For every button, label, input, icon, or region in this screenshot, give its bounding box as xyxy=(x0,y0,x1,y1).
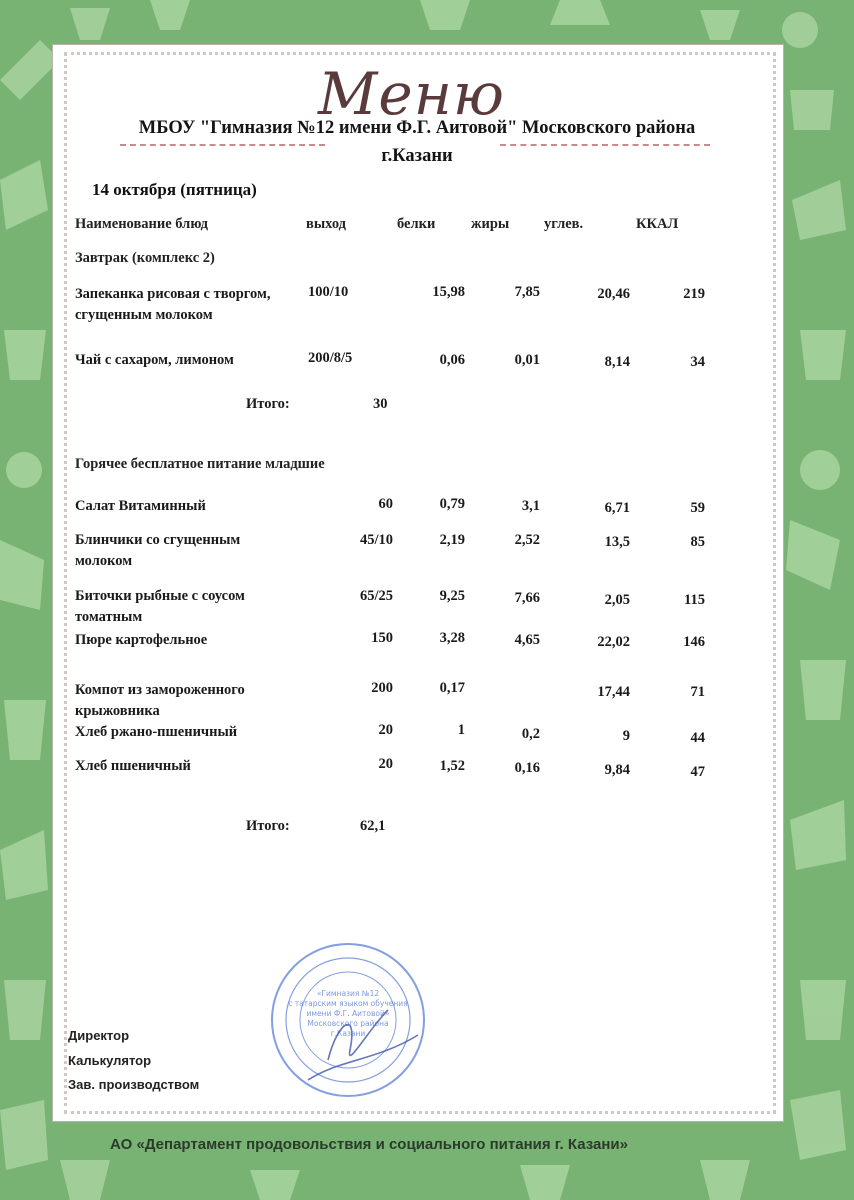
dish-fat: 3,1 xyxy=(521,498,540,514)
stamp-line1: «Гимназия №12 xyxy=(316,989,380,998)
dish-protein: 9,25 xyxy=(439,588,465,604)
dish-name: Хлеб пшеничный xyxy=(75,758,191,774)
dish-protein: 3,28 xyxy=(439,630,465,646)
dish-output: 150 xyxy=(371,630,393,646)
dish-name: Запеканка рисовая с творгом, сгущенным молоком xyxy=(75,286,271,323)
dish-protein: 0,06 xyxy=(439,352,465,368)
dish-carbs: 17,44 xyxy=(597,684,630,700)
breakfast-total-value: 30 xyxy=(373,396,388,412)
dish-protein: 0,17 xyxy=(439,680,465,696)
official-stamp xyxy=(268,940,428,1100)
dish-name: Пюре картофельное xyxy=(75,632,208,648)
dish-output: 60 xyxy=(378,496,393,512)
col-header-carbs: углев. xyxy=(544,216,584,232)
lunch-total-label: Итого: xyxy=(246,818,290,834)
dish-kcal: 44 xyxy=(690,730,705,746)
dish-carbs: 6,71 xyxy=(604,500,630,516)
dish-protein: 1 xyxy=(457,722,465,738)
lunch-total-value: 62,1 xyxy=(360,818,386,834)
stamp-line5: г.Казани xyxy=(330,1029,366,1038)
dish-fat: 0,01 xyxy=(514,352,540,368)
school-title-line1: МБОУ "Гимназия №12 имени Ф.Г. Аитовой" Московского района xyxy=(138,118,696,138)
col-header-kcal: ККАЛ xyxy=(636,216,679,232)
signature-calculator-label: Калькулятор xyxy=(68,1053,152,1068)
col-header-output: выход xyxy=(306,216,347,232)
menu-logo: Меню xyxy=(318,60,505,128)
dish-kcal: 115 xyxy=(684,592,705,608)
dish-fat: 0,2 xyxy=(521,726,540,742)
col-header-name: Наименование блюд xyxy=(75,216,208,232)
dish-protein: 15,98 xyxy=(432,284,465,300)
section-title-breakfast: Завтрак (комплекс 2) xyxy=(75,250,215,266)
col-header-protein: белки xyxy=(397,216,436,232)
dish-fat: 2,52 xyxy=(514,532,540,548)
dish-fat: 4,65 xyxy=(514,632,540,648)
dish-output: 100/10 xyxy=(308,284,349,300)
dish-kcal: 85 xyxy=(690,534,705,550)
dish-fat: 7,66 xyxy=(514,590,540,606)
dish-carbs: 20,46 xyxy=(597,286,630,302)
dish-name: Блинчики со сгущенным молоком xyxy=(75,532,241,569)
breakfast-total-label: Итого: xyxy=(246,396,290,412)
dish-name: Салат Витаминный xyxy=(75,498,206,514)
dish-output: 200 xyxy=(371,680,393,696)
stamp-line4: Московского района xyxy=(307,1019,389,1028)
dish-output: 65/25 xyxy=(359,588,393,604)
dish-kcal: 34 xyxy=(690,354,705,370)
dish-name: Биточки рыбные с соусом томатным xyxy=(75,588,245,625)
dish-carbs: 2,05 xyxy=(604,592,630,608)
dish-kcal: 59 xyxy=(690,500,705,516)
dish-fat: 7,85 xyxy=(514,284,540,300)
dish-protein: 2,19 xyxy=(439,532,465,548)
signature-director-label: Директор xyxy=(68,1028,130,1043)
menu-date: 14 октября (пятница) xyxy=(92,180,257,199)
section-title-lunch: Горячее бесплатное питание младшие xyxy=(75,456,325,472)
dish-kcal: 47 xyxy=(690,764,705,780)
dish-kcal: 71 xyxy=(690,684,705,700)
signature-production-label: Зав. производством xyxy=(68,1077,200,1092)
stamp-line3: имени Ф.Г. Аитовой» xyxy=(306,1009,390,1018)
dish-output: 20 xyxy=(378,722,393,738)
dish-output: 45/10 xyxy=(359,532,393,548)
dish-carbs: 8,14 xyxy=(604,354,630,370)
stamp-line2: с татарским языком обучения xyxy=(288,999,408,1008)
dish-output: 20 xyxy=(378,756,393,772)
dish-output: 200/8/5 xyxy=(308,350,353,366)
dish-kcal: 219 xyxy=(683,286,705,302)
footer-organization: АО «Департамент продовольствия и социального питания г. Казани» xyxy=(110,1136,628,1153)
dish-protein: 1,52 xyxy=(439,758,465,774)
dish-fat: 0,16 xyxy=(514,760,540,776)
dish-protein: 0,79 xyxy=(439,496,465,512)
dish-carbs: 13,5 xyxy=(604,534,630,550)
dish-name: Компот из замороженного крыжовника xyxy=(75,682,245,719)
dish-kcal: 146 xyxy=(683,634,705,650)
col-header-fat: жиры xyxy=(471,216,510,232)
school-title-line2: г.Казани xyxy=(381,146,453,166)
dish-name: Хлеб ржано-пшеничный xyxy=(75,724,238,740)
dish-carbs: 22,02 xyxy=(597,634,630,650)
dish-carbs: 9,84 xyxy=(604,762,630,778)
dish-name: Чай с сахаром, лимоном xyxy=(75,352,234,368)
dish-carbs: 9 xyxy=(622,728,630,744)
